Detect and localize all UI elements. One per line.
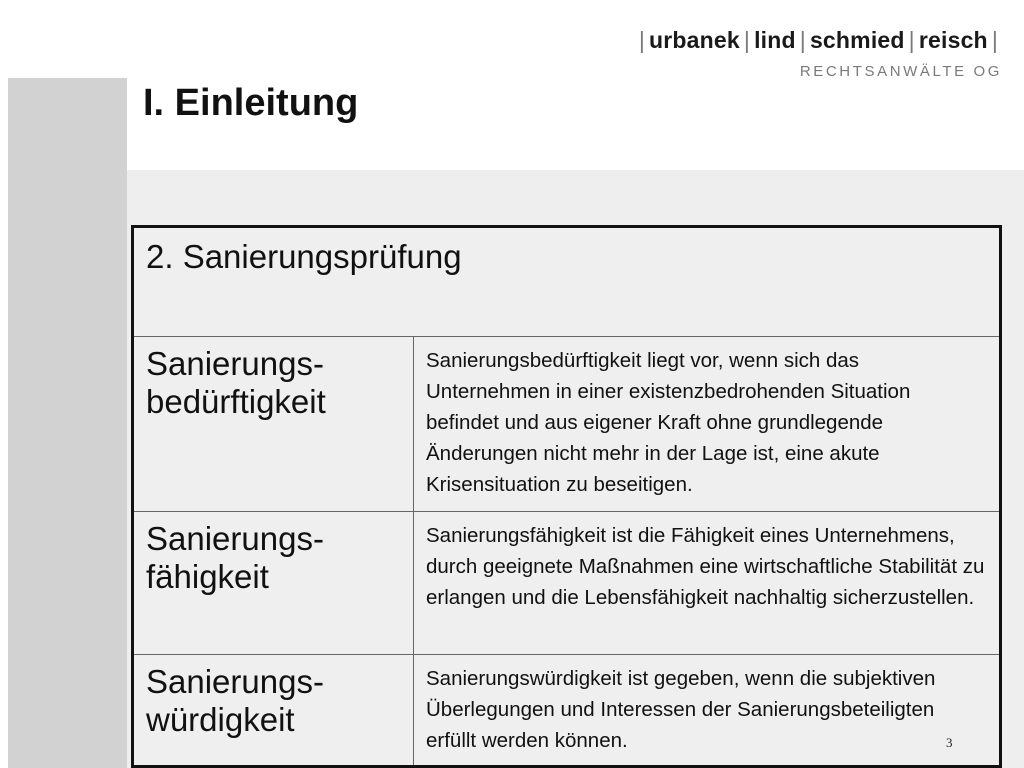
logo-subtitle: RECHTSANWÄLTE OG [799, 63, 1002, 80]
term-line: fähigkeit [146, 558, 269, 595]
definition-cell: Sanierungsbedürftigkeit liegt vor, wenn sich das Unternehmen in einer existenzbedrohenden Situation befindet und aus eigener Kraft ohne grundlegende Änderungen nicht mehr in der Lage ist, eine akute Krisensituation zu beseitigen. [414, 337, 1001, 512]
table-header-row [133, 227, 1001, 337]
table-heading: 2. Sanierungsprüfung [133, 227, 1001, 337]
logo-name-urbanek: urbanek [649, 27, 740, 53]
logo-separator: | [908, 27, 915, 53]
page-number: 3 [946, 735, 953, 750]
logo-name-schmied: schmied [809, 27, 905, 53]
slide-title: I. Einleitung [143, 82, 359, 124]
term-line: bedürftigkeit [146, 383, 326, 420]
definition-table [131, 225, 1002, 768]
table-row [133, 512, 1001, 655]
term-cell [133, 512, 414, 655]
logo-separator: | [799, 27, 806, 53]
term-line: würdigkeit [146, 701, 295, 738]
term-cell [133, 655, 414, 767]
logo-name-reisch: reisch [918, 27, 988, 53]
table-row [133, 655, 1001, 767]
left-decorative-bar [0, 78, 127, 768]
company-logo [635, 27, 1002, 54]
logo-name-lind: lind [754, 27, 796, 53]
logo-separator: | [743, 27, 751, 53]
left-gray-stripe [8, 78, 127, 768]
logo-separator: | [991, 27, 998, 53]
table-row [133, 337, 1001, 512]
definition-cell: Sanierungswürdigkeit ist gegeben, wenn die subjektiven Überlegungen und Interessen der Sanierungsbeteiligten erfüllt werden können. [414, 655, 1001, 767]
term-line: Sanierungs- [146, 345, 324, 382]
term-cell [133, 337, 414, 512]
term-line: Sanierungs- [146, 520, 324, 557]
definition-cell: Sanierungsfähigkeit ist die Fähigkeit eines Unternehmens, durch geeignete Maßnahmen eine wirtschaftliche Stabilität zu erlangen und die Lebensfähigkeit nachhaltig sicherzustellen. [414, 512, 1001, 655]
term-line: Sanierungs- [146, 663, 324, 700]
logo-separator: | [638, 27, 645, 53]
